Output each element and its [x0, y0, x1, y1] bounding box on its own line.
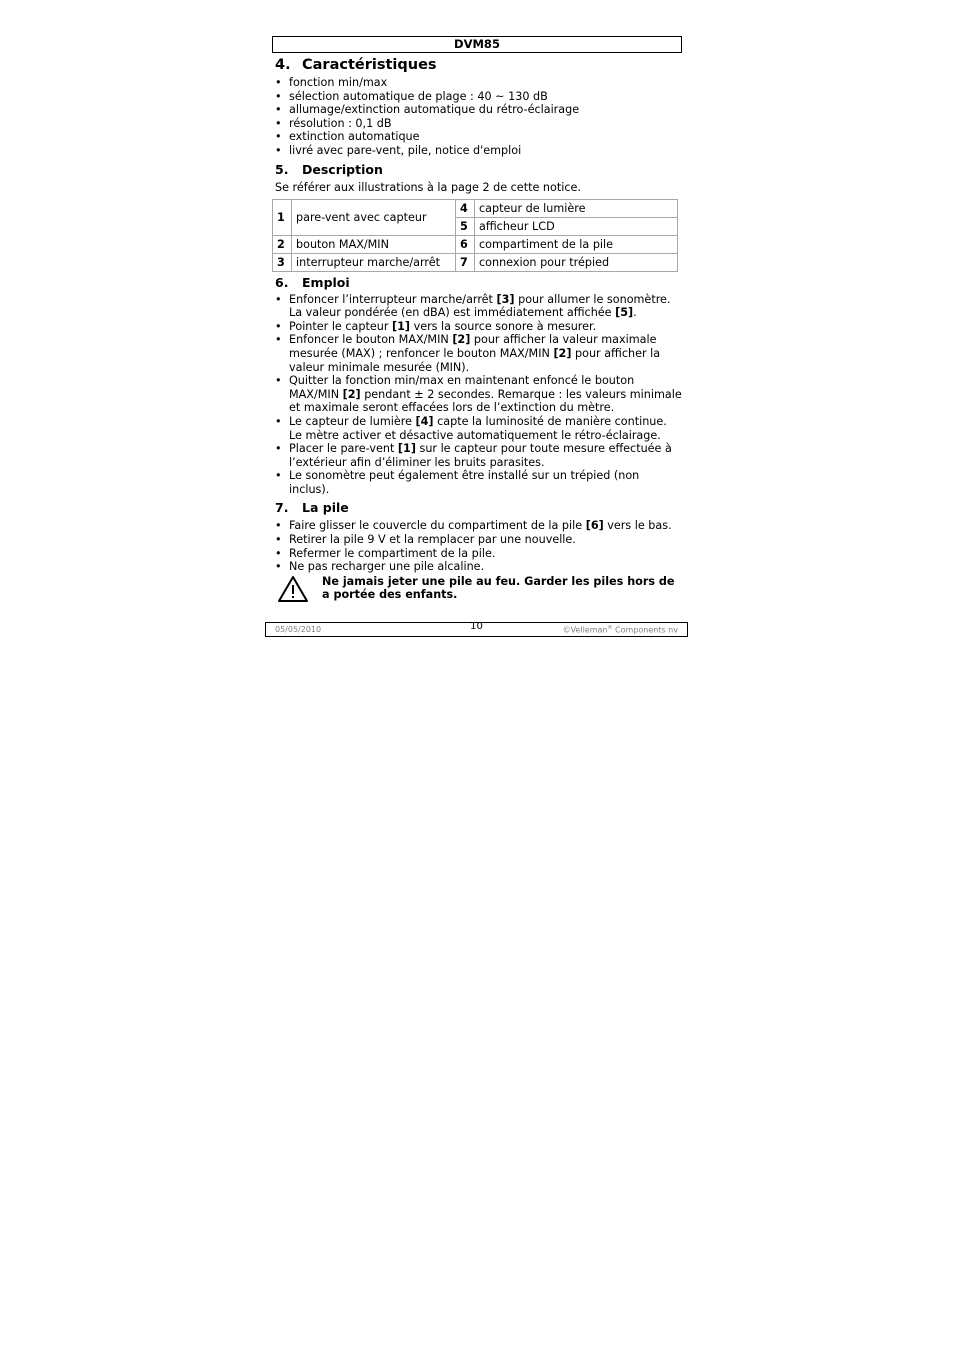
list-item: • extinction automatique: [272, 130, 682, 144]
list-item: • sélection automatique de plage : 40 ~ 130 dB: [272, 90, 682, 104]
table-row: 2 bouton MAX/MIN 6 compartiment de la pile: [273, 235, 678, 253]
warning-block: [272, 575, 682, 605]
list-item: • Enfoncer le bouton MAX/MIN [2] pour afficher la valeur maximale mesurée (MAX) ; renfoncer le bouton MAX/MIN [2] pour afficher la valeur minimale mesurée (MIN).: [272, 333, 682, 374]
section-6-heading: 6. Emploi: [275, 274, 350, 290]
section-5-heading: 5. Description: [275, 161, 383, 177]
usage-list: [272, 293, 682, 497]
page-number: 10: [470, 621, 483, 632]
section-4-heading: 4. Caractéristiques: [275, 57, 437, 73]
battery-list: [272, 519, 682, 573]
document-page: [272, 36, 682, 605]
list-item: • résolution : 0,1 dB: [272, 117, 682, 131]
model-name: DVM85: [454, 37, 500, 51]
list-item: • livré avec pare-vent, pile, notice d'emploi: [272, 144, 682, 158]
list-item: • Placer le pare-vent [1] sur le capteur pour toute mesure effectuée à l’extérieur afin d’éliminer les bruits parasites.: [272, 442, 682, 469]
list-item: • Pointer le capteur [1] vers la source sonore à mesurer.: [272, 320, 682, 334]
table-row: 1 pare-vent avec capteur 4 capteur de lumière: [273, 199, 678, 217]
list-item: • Retirer la pile 9 V et la remplacer par une nouvelle.: [272, 533, 682, 547]
warning-text: Ne jamais jeter une pile au feu. Garder les piles hors de a portée des enfants.: [322, 574, 675, 602]
footer-date: 05/05/2010: [275, 625, 322, 634]
table-row: 5 afficheur LCD: [273, 217, 678, 235]
page-footer: [265, 622, 688, 637]
list-item: • Ne pas recharger une pile alcaline.: [272, 560, 682, 574]
list-item: • Quitter la fonction min/max en maintenant enfoncé le bouton MAX/MIN [2] pendant ± 2 secondes. Remarque : les valeurs minimale et maximale seront effacées lors de l’extinction du mètre.: [272, 374, 682, 415]
footer-copyright: ©Velleman® Components nv: [562, 625, 678, 635]
list-item: • Le capteur de lumière [4] capte la luminosité de manière continue. Le mètre activer et désactive automatiquement le rétro-éclairage.: [272, 415, 682, 442]
list-item: • allumage/extinction automatique du rétro-éclairage: [272, 103, 682, 117]
features-list: [272, 76, 682, 158]
section-7-heading: 7. La pile: [275, 500, 349, 516]
table-row: 3 interrupteur marche/arrêt 7 connexion pour trépied: [273, 253, 678, 271]
parts-table: [272, 199, 678, 272]
list-item: • Faire glisser le couvercle du compartiment de la pile [6] vers le bas.: [272, 519, 682, 533]
page-header: [272, 36, 682, 53]
description-intro: Se référer aux illustrations à la page 2 de cette notice.: [275, 180, 581, 194]
list-item: • fonction min/max: [272, 76, 682, 90]
list-item: • Le sonomètre peut également être installé sur un trépied (non inclus).: [272, 469, 682, 496]
list-item: • Refermer le compartiment de la pile.: [272, 547, 682, 561]
warning-icon: [277, 575, 309, 603]
list-item: • Enfoncer l’interrupteur marche/arrêt [3] pour allumer le sonomètre. La valeur pondérée (en dBA) est immédiatement affichée [5].: [272, 293, 682, 320]
